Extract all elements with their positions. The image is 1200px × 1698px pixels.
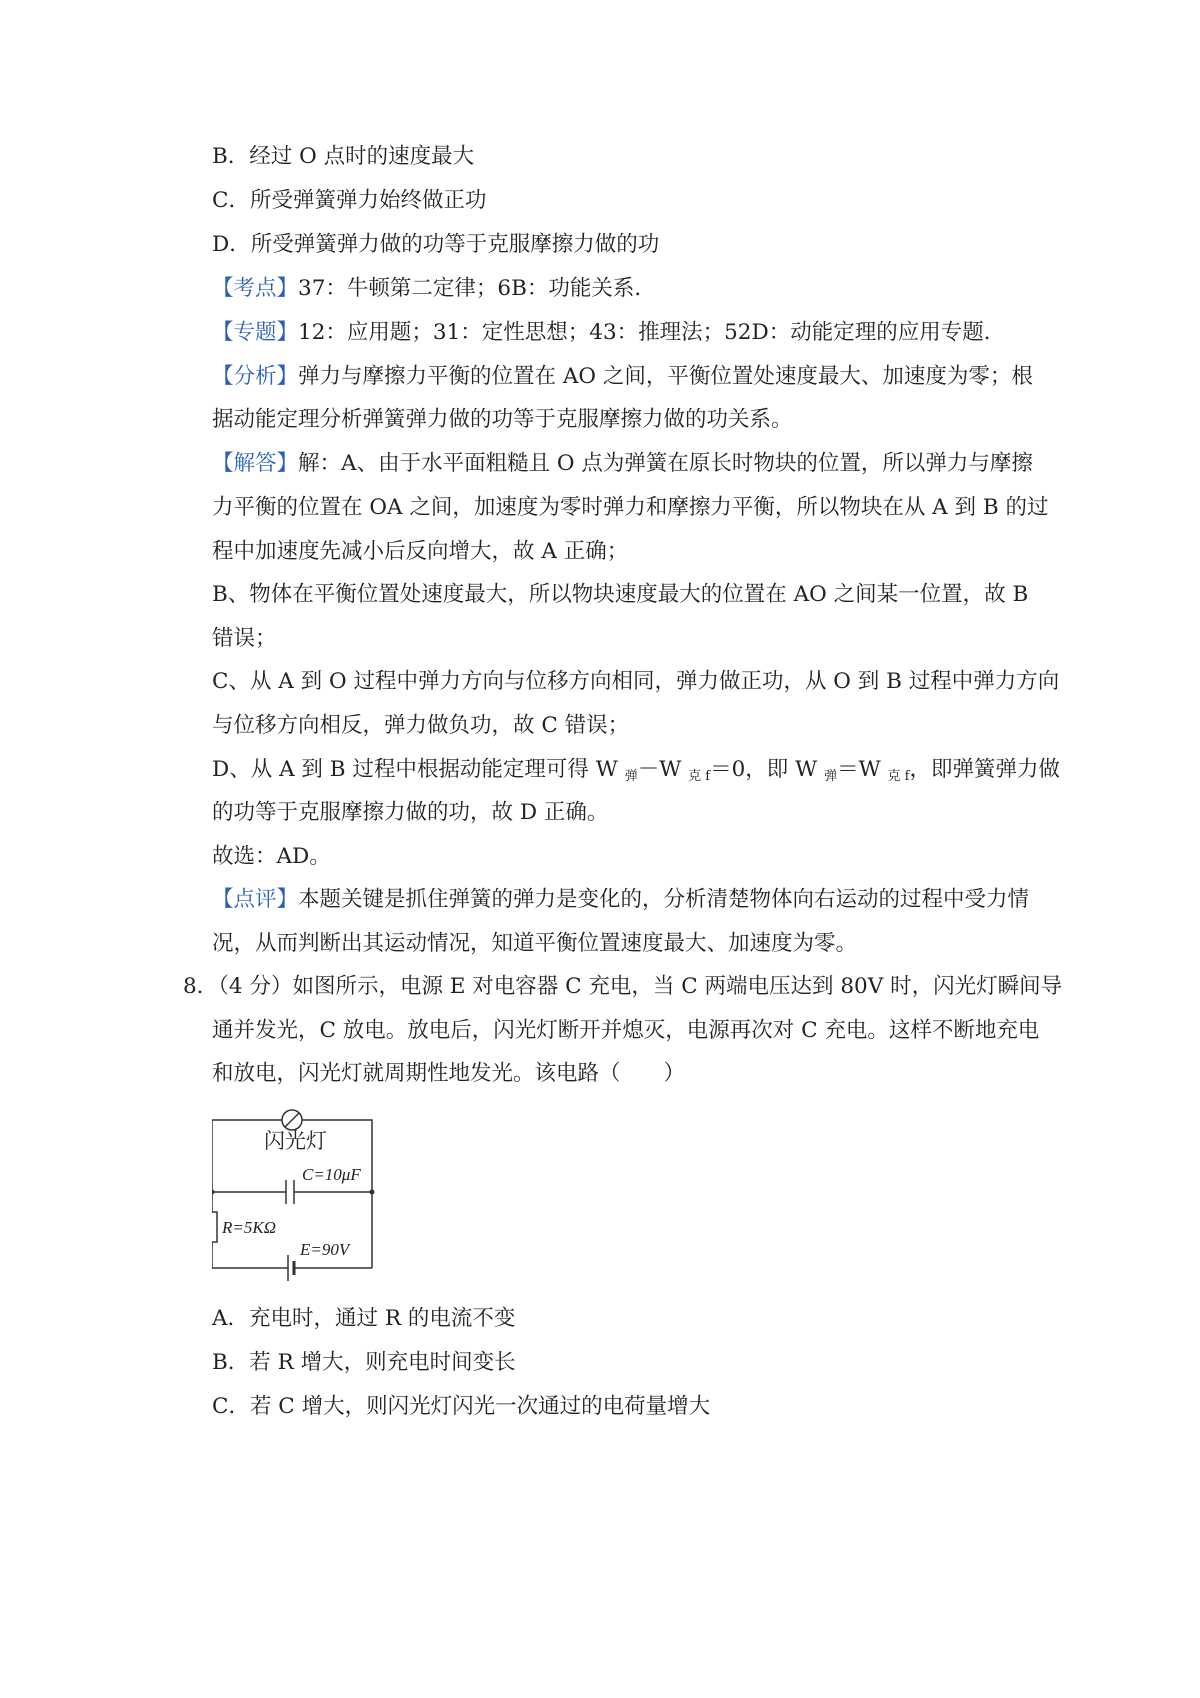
jieda-line-3: 程中加速度先减小后反向增大，故 A 正确； (212, 539, 629, 564)
jieda-line-8 (212, 755, 1060, 792)
resistor-label: R=5KΩ (222, 1218, 276, 1237)
capacitor-label: C=10μF (302, 1165, 361, 1184)
bracket-close: 】 (276, 451, 299, 476)
jieda-text-1: 解：A、由于水平面粗糙且 O 点为弹簧在原长时物块的位置，所以弹力与摩擦 (298, 451, 1033, 476)
text: ＝0，即 W (710, 757, 818, 782)
kaodian-tag: 考点 (233, 276, 277, 301)
text: ＝W (837, 757, 881, 782)
circuit-diagram (212, 1105, 402, 1300)
subscript: 克 f (887, 769, 910, 784)
dianping-text-1: 本题关键是抓住弹簧的弹力是变化的，分析清楚物体向右运动的过程中受力情 (298, 887, 1030, 912)
option-c: C．所受弹簧弹力始终做正功 (212, 188, 487, 213)
option-b: B．经过 O 点时的速度最大 (212, 144, 475, 169)
kaodian-text: 37：牛顿第二定律；6B：功能关系． (298, 276, 656, 301)
fenxi-line-2: 据动能定理分析弹簧弹力做的功等于克服摩擦力做的功关系。 (212, 407, 793, 432)
jieda-line-6: C、从 A 到 O 过程中弹力方向与位移方向相同，弹力做正功，从 O 到 B 过程中弹力方向 (212, 669, 1060, 694)
zhuanti-line (212, 318, 1005, 348)
flash-lamp-icon (285, 1113, 299, 1127)
dianping-line-2: 况，从而判断出其运动情况，知道平衡位置速度最大、加速度为零。 (212, 931, 858, 956)
option-b-q8: B．若 R 增大，则充电时间变长 (212, 1350, 516, 1375)
bracket-open: 【 (212, 276, 234, 301)
jieda-line-9: 的功等于克服摩擦力做的功，故 D 正确。 (212, 800, 609, 825)
subscript: 克 f (688, 769, 711, 784)
question-8-line-1: 8．（4 分）如图所示，电源 E 对电容器 C 充电，当 C 两端电压达到 80V 时，闪光灯瞬间导 (183, 974, 1063, 999)
bracket-open: 【 (212, 364, 234, 389)
resistor-icon (212, 1212, 217, 1242)
fenxi-line-1 (212, 362, 1033, 392)
bracket-close: 】 (276, 364, 299, 389)
lamp-label: 闪光灯 (264, 1129, 327, 1153)
fenxi-tag: 分析 (233, 364, 277, 389)
dianping-tag: 点评 (233, 887, 277, 912)
zhuanti-text: 12：应用题；31：定性思想；43：推理法；52D：动能定理的应用专题． (298, 320, 1006, 345)
jieda-line-7: 与位移方向相反，弹力做负功，故 C 错误； (212, 713, 630, 738)
option-d: D．所受弹簧弹力做的功等于克服摩擦力做的功 (212, 232, 660, 257)
kaodian-line (212, 274, 656, 304)
subscript: 弹 (824, 769, 838, 784)
jieda-line-1 (212, 449, 1033, 479)
option-c-q8: C．若 C 增大，则闪光灯闪光一次通过的电荷量增大 (212, 1394, 711, 1419)
fenxi-text-1: 弹力与摩擦力平衡的位置在 AO 之间，平衡位置处速度最大、加速度为零；根 (298, 364, 1033, 389)
bracket-open: 【 (212, 320, 234, 345)
jieda-tag: 解答 (233, 451, 277, 476)
battery-label: E=90V (300, 1240, 350, 1259)
question-8-line-3: 和放电，闪光灯就周期性地发光。该电路（ ） (212, 1061, 686, 1086)
question-8-line-2: 通并发光，C 放电。放电后，闪光灯断开并熄灭，电源再次对 C 充电。这样不断地充电 (212, 1018, 1040, 1043)
subscript: 弹 (624, 769, 638, 784)
text: ，即弹簧弹力做 (909, 757, 1061, 782)
dianping-line-1 (212, 885, 1029, 915)
bracket-close: 】 (276, 887, 299, 912)
bracket-close: 】 (276, 320, 299, 345)
jieda-line-10: 故选：AD。 (212, 844, 331, 869)
bracket-open: 【 (212, 887, 234, 912)
option-a-q8: A．充电时，通过 R 的电流不变 (212, 1306, 516, 1331)
bracket-close: 】 (276, 276, 299, 301)
zhuanti-tag: 专题 (233, 320, 277, 345)
jieda-line-2: 力平衡的位置在 OA 之间，加速度为零时弹力和摩擦力平衡，所以物块在从 A 到 B 的过 (212, 495, 1049, 520)
text: －W (637, 757, 682, 782)
jieda-line-4: B、物体在平衡位置处速度最大，所以物块速度最大的位置在 AO 之间某一位置，故 B (212, 582, 1029, 607)
text: D、从 A 到 B 过程中根据动能定理可得 W (212, 757, 618, 782)
jieda-line-5: 错误； (212, 626, 277, 651)
bracket-open: 【 (212, 451, 234, 476)
